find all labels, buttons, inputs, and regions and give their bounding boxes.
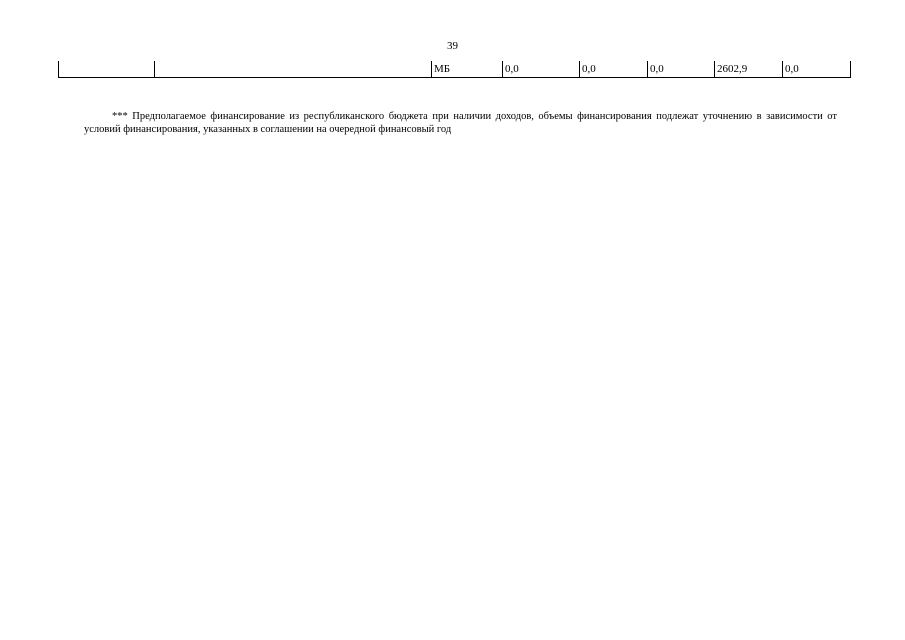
page-number: 39	[447, 40, 458, 52]
footnote-text: *** Предполагаемое финансирование из республиканского бюджета при наличии доходов, объемы финансирования подлежат уточнению в зависимости от условий финансирования, указанных в соглашении на очередной финансовый год	[84, 111, 837, 135]
table-cell-value-5: 0,0	[782, 61, 851, 77]
table-cell-value-1: 0,0	[502, 61, 579, 77]
table-row	[58, 61, 851, 78]
table-cell-value-3: 0,0	[647, 61, 714, 77]
table-cell-2	[154, 61, 431, 77]
table-cell-value-2: 0,0	[579, 61, 647, 77]
table-cell-source: МБ	[431, 61, 502, 77]
table-right-border	[850, 61, 851, 77]
table-cell-value-4: 2602,9	[714, 61, 782, 77]
table-cell-1	[58, 61, 154, 77]
footnote	[84, 110, 837, 136]
